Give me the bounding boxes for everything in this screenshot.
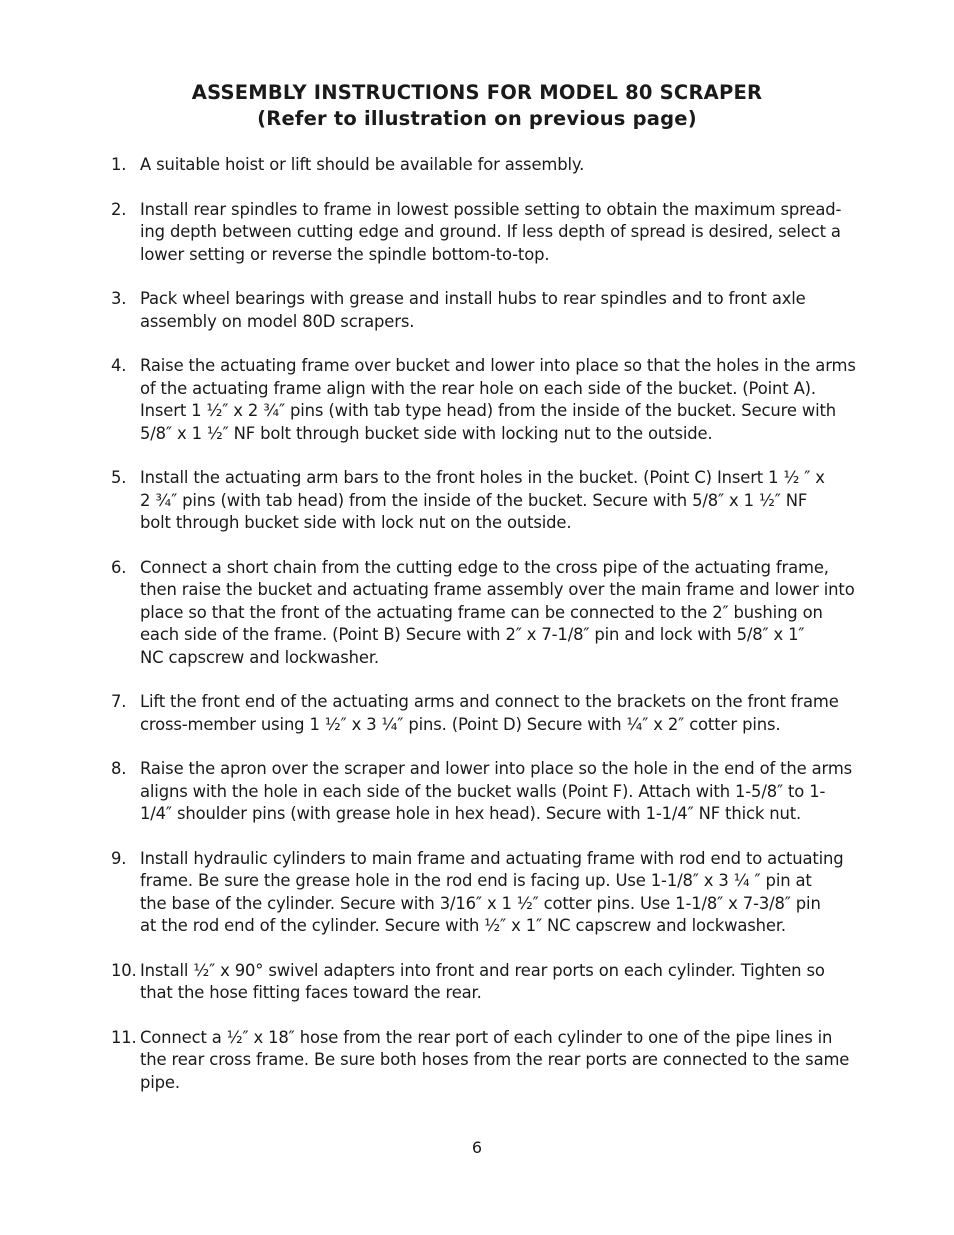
step-text: Connect a short chain from the cutting edge to the cross pipe of the actuating frame, then raise the bucket and actuating frame assembly over the main frame and lower into place so that the front of the actuating frame can be connected to the 2″ bushing on each side of the frame. (Point B) Secure with 2″ x 7-1/8″ pin and lock with 5/8″ x 1″ NC capscrew and lockwasher. [140,557,855,667]
step-number: 8. [111,759,127,778]
instruction-step-10 [111,960,876,1005]
step-text: Install hydraulic cylinders to main frame and actuating frame with rod end to actuating frame. Be sure the grease hole in the rod end is facing up. Use 1-1/8″ x 3 ¼ ″ pin at the base of the cylinder. Secure with 3/16″ x 1 ½″ cotter pins. Use 1-1/8″ x 7-3/8″ pin at the rod end of the cylinder. Secure with ½″ x 1″ NC capscrew and lockwasher. [140,848,844,935]
instruction-step-8 [111,758,876,826]
step-number: 6. [111,557,127,577]
page-title: ASSEMBLY INSTRUCTIONS FOR MODEL 80 SCRAPER [191,81,763,104]
step-text: A suitable hoist or lift should be available for assembly. [140,155,585,174]
step-number: 7. [111,692,127,711]
instruction-step-4 [111,355,876,445]
step-number: 5. [111,468,127,487]
instruction-step-5 [111,467,876,535]
title-block [0,80,954,132]
step-text: Install rear spindles to frame in lowest possible setting to obtain the maximum spread- ing depth between cutting edge and ground. If less depth of spread is desired, select a lower setting or reverse the spindle bottom-to-top. [140,199,842,264]
instruction-step-1 [111,154,876,177]
instruction-step-6 [111,557,876,670]
step-text: Raise the actuating frame over bucket and lower into place so that the holes in the arms of the actuating frame align with the rear hole on each side of the bucket. (Point A). Insert 1 ½″ x 2 ¾″ pins (with tab type head) from the inside of the bucket. Secure with 5/8″ x 1 ½″ NF bolt through bucket side with locking nut to the outside. [140,356,856,443]
step-number: 1. [111,155,127,174]
instruction-step-2 [111,199,876,267]
step-number: 11. [111,1027,137,1047]
page-number: 6 [471,1138,483,1157]
step-text: Lift the front end of the actuating arms and connect to the brackets on the front frame cross-member using 1 ½″ x 3 ¼″ pins. (Point D) Secure with ¼″ x 2″ cotter pins. [140,692,839,734]
instruction-step-11 [111,1027,876,1095]
step-number: 4. [111,356,127,375]
step-text: Install the actuating arm bars to the front holes in the bucket. (Point C) Insert 1 ½ ″ x 2 ¾″ pins (with tab head) from the inside of the bucket. Secure with 5/8″ x 1 ½″ NF bolt through bucket side with lock nut on the outside. [140,468,825,532]
step-text: Install ½″ x 90° swivel adapters into front and rear ports on each cylinder. Tighten so that the hose fitting faces toward the rear. [140,960,825,1002]
step-number: 9. [111,848,127,868]
step-number: 2. [111,199,127,219]
page-subtitle: (Refer to illustration on previous page) [257,107,697,130]
instruction-list [111,154,876,1116]
step-number: 10. [111,960,137,980]
step-text: Pack wheel bearings with grease and install hubs to rear spindles and to front axle assembly on model 80D scrapers. [140,289,806,331]
step-number: 3. [111,289,127,308]
instruction-step-7 [111,691,876,736]
instruction-step-9 [111,848,876,938]
step-text: Raise the apron over the scraper and lower into place so the hole in the end of the arms aligns with the hole in each side of the bucket walls (Point F). Attach with 1-5/8″ to 1- 1/4″ shoulder pins (with grease hole in hex head). Secure with 1-1/4″ NF thick nut. [140,759,853,823]
instruction-step-3 [111,288,876,333]
step-text: Connect a ½″ x 18″ hose from the rear port of each cylinder to one of the pipe lines in the rear cross frame. Be sure both hoses from the rear ports are connected to the same pipe. [140,1027,850,1092]
